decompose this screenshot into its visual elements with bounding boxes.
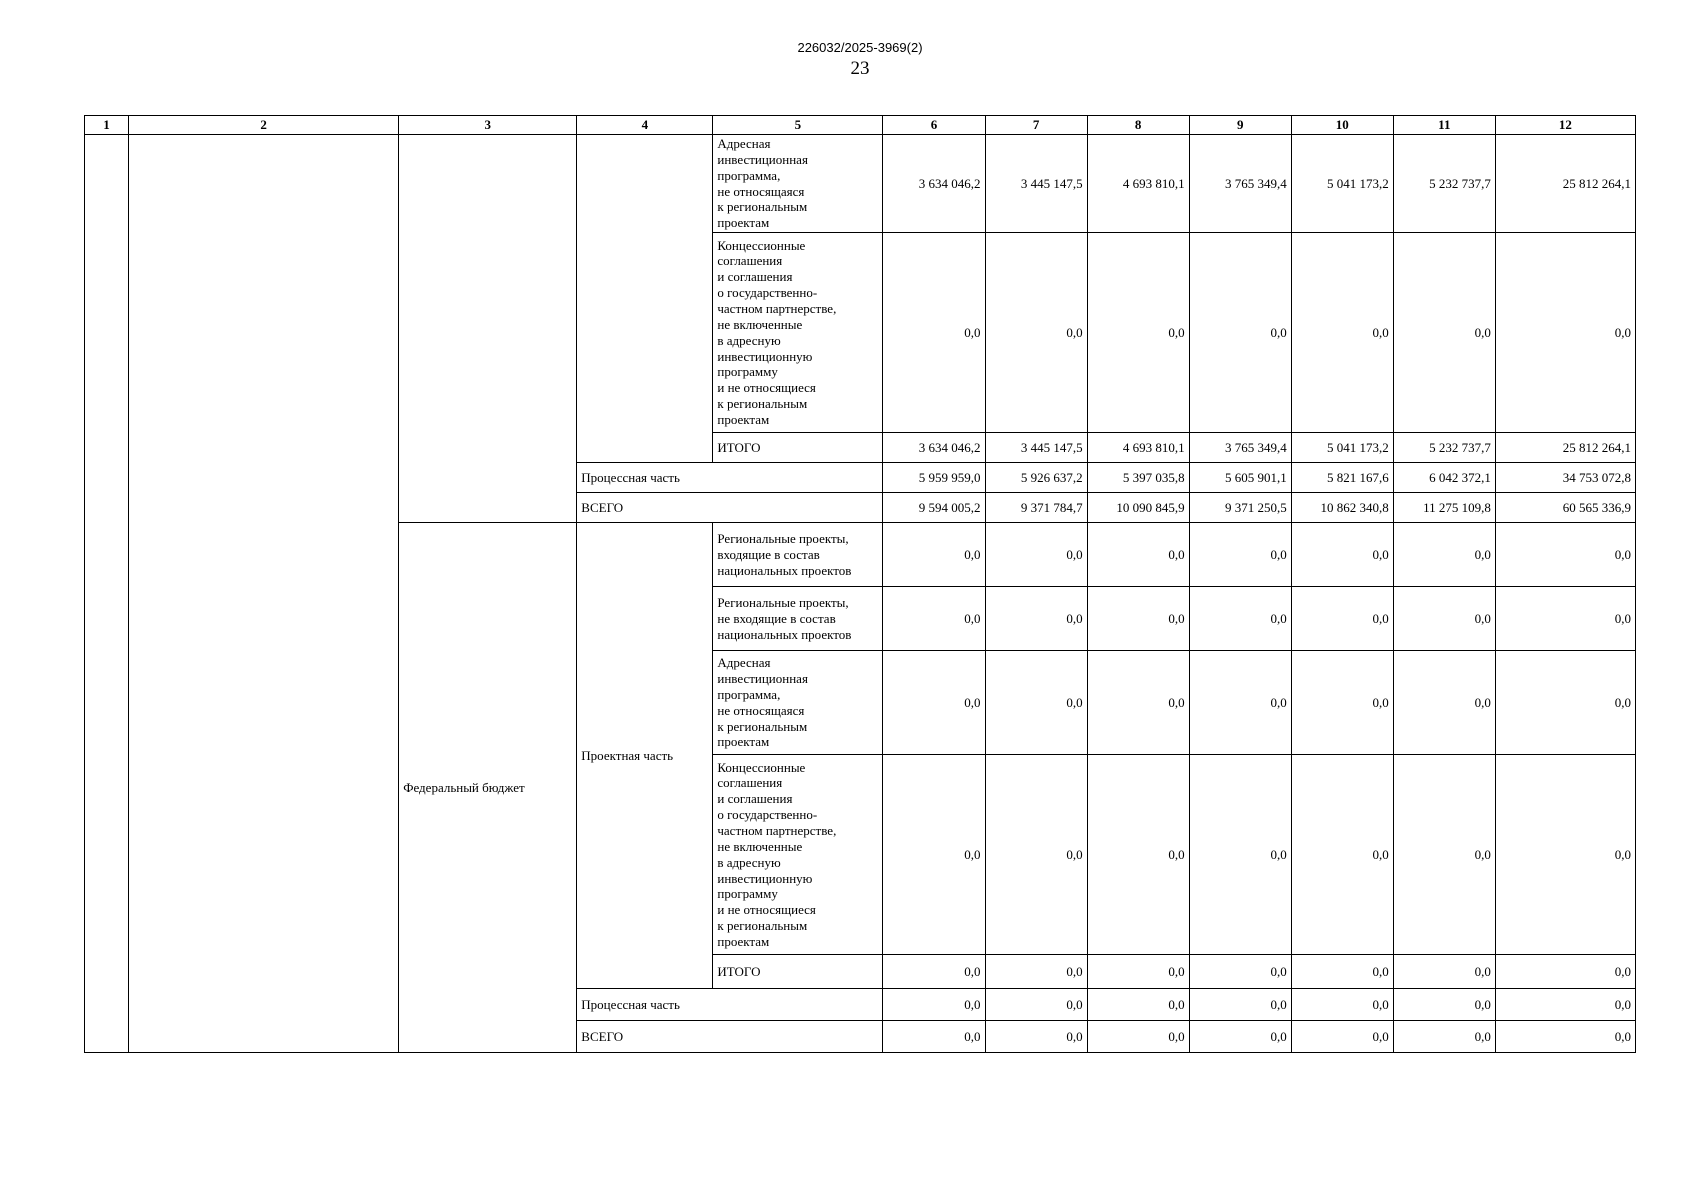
value-cell: 0,0: [985, 587, 1087, 651]
row-label: Адресная инвестиционная программа, не относящаяся к региональным проектам: [713, 135, 883, 233]
value-cell: 0,0: [1087, 1021, 1189, 1053]
column-number-row: [85, 116, 1636, 135]
value-cell: 0,0: [1291, 1021, 1393, 1053]
column-3-cell: [399, 135, 577, 523]
value-cell: 0,0: [1495, 233, 1635, 433]
value-cell: 0,0: [1189, 233, 1291, 433]
value-cell: 34 753 072,8: [1495, 463, 1635, 493]
page-number: 23: [850, 58, 870, 79]
value-cell: 0,0: [1087, 651, 1189, 755]
value-cell: 10 090 845,9: [1087, 493, 1189, 523]
value-cell: 0,0: [883, 755, 985, 955]
column-4-cell: [577, 135, 713, 463]
value-cell: 0,0: [1291, 955, 1393, 989]
value-cell: 0,0: [985, 955, 1087, 989]
value-cell: 0,0: [985, 233, 1087, 433]
value-cell: 0,0: [883, 651, 985, 755]
value-cell: 0,0: [1393, 233, 1495, 433]
row-label: Адресная инвестиционная программа, не относящаяся к региональным проектам: [713, 651, 883, 755]
value-cell: 0,0: [1189, 523, 1291, 587]
value-cell: 0,0: [985, 523, 1087, 587]
value-cell: 6 042 372,1: [1393, 463, 1495, 493]
value-cell: 5 232 737,7: [1393, 433, 1495, 463]
value-cell: 0,0: [1393, 955, 1495, 989]
value-cell: 0,0: [883, 587, 985, 651]
value-cell: 0,0: [1291, 523, 1393, 587]
value-cell: 0,0: [1087, 989, 1189, 1021]
value-cell: 0,0: [883, 523, 985, 587]
value-cell: 0,0: [1189, 587, 1291, 651]
value-cell: 0,0: [883, 955, 985, 989]
value-cell: 0,0: [985, 651, 1087, 755]
value-cell: 25 812 264,1: [1495, 433, 1635, 463]
column-number-cell: 6: [883, 116, 985, 135]
value-cell: 5 232 737,7: [1393, 135, 1495, 233]
value-cell: 4 693 810,1: [1087, 135, 1189, 233]
value-cell: 0,0: [1087, 755, 1189, 955]
project-part-label: Проектная часть: [577, 523, 713, 989]
value-cell: 5 041 173,2: [1291, 135, 1393, 233]
column-number-cell: 8: [1087, 116, 1189, 135]
value-cell: 5 605 901,1: [1189, 463, 1291, 493]
column-number-cell: 7: [985, 116, 1087, 135]
value-cell: 0,0: [1291, 233, 1393, 433]
column-number-cell: 5: [713, 116, 883, 135]
value-cell: 9 594 005,2: [883, 493, 985, 523]
value-cell: 9 371 784,7: [985, 493, 1087, 523]
value-cell: 3 445 147,5: [985, 135, 1087, 233]
value-cell: 0,0: [1189, 989, 1291, 1021]
column-1-cell: [85, 135, 129, 1053]
total-label: ВСЕГО: [577, 1021, 883, 1053]
value-cell: 0,0: [1393, 523, 1495, 587]
value-cell: 0,0: [1087, 233, 1189, 433]
column-number-cell: 10: [1291, 116, 1393, 135]
column-number-cell: 11: [1393, 116, 1495, 135]
value-cell: 0,0: [1495, 955, 1635, 989]
value-cell: 0,0: [1291, 587, 1393, 651]
value-cell: 3 634 046,2: [883, 135, 985, 233]
value-cell: 0,0: [883, 989, 985, 1021]
column-number-cell: 1: [85, 116, 129, 135]
value-cell: 3 765 349,4: [1189, 135, 1291, 233]
value-cell: 0,0: [1393, 1021, 1495, 1053]
value-cell: 0,0: [1087, 523, 1189, 587]
column-number-cell: 2: [129, 116, 399, 135]
value-cell: 0,0: [1495, 755, 1635, 955]
value-cell: 5 821 167,6: [1291, 463, 1393, 493]
value-cell: 0,0: [985, 755, 1087, 955]
value-cell: 0,0: [1189, 1021, 1291, 1053]
value-cell: 0,0: [1189, 755, 1291, 955]
value-cell: 0,0: [1291, 755, 1393, 955]
value-cell: 0,0: [883, 233, 985, 433]
value-cell: 9 371 250,5: [1189, 493, 1291, 523]
value-cell: 5 926 637,2: [985, 463, 1087, 493]
value-cell: 5 041 173,2: [1291, 433, 1393, 463]
value-cell: 0,0: [1189, 651, 1291, 755]
value-cell: 60 565 336,9: [1495, 493, 1635, 523]
value-cell: 25 812 264,1: [1495, 135, 1635, 233]
value-cell: 10 862 340,8: [1291, 493, 1393, 523]
value-cell: 0,0: [1495, 1021, 1635, 1053]
column-number-cell: 4: [577, 116, 713, 135]
value-cell: 0,0: [1495, 587, 1635, 651]
column-2-cell: [129, 135, 399, 1053]
value-cell: 5 397 035,8: [1087, 463, 1189, 493]
value-cell: 4 693 810,1: [1087, 433, 1189, 463]
value-cell: 0,0: [1393, 651, 1495, 755]
document-reference-number: 226032/2025-3969(2): [797, 40, 923, 55]
value-cell: 5 959 959,0: [883, 463, 985, 493]
process-part-label: Процессная часть: [577, 463, 883, 493]
column-number-cell: 12: [1495, 116, 1635, 135]
row-label: ИТОГО: [713, 955, 883, 989]
value-cell: 0,0: [985, 1021, 1087, 1053]
row-label: Концессионные соглашения и соглашения о государственно- частном партнерстве, не включенные в адресную инвестиционную программу и не относящиеся к региональным проектам: [713, 755, 883, 955]
value-cell: 0,0: [1291, 651, 1393, 755]
row-label: Региональные проекты, не входящие в состав национальных проектов: [713, 587, 883, 651]
column-number-cell: 9: [1189, 116, 1291, 135]
budget-table: [84, 115, 1636, 1053]
value-cell: 0,0: [1495, 989, 1635, 1021]
value-cell: 3 765 349,4: [1189, 433, 1291, 463]
process-part-label: Процессная часть: [577, 989, 883, 1021]
value-cell: 0,0: [1393, 587, 1495, 651]
total-label: ВСЕГО: [577, 493, 883, 523]
table-row: [85, 135, 1636, 233]
value-cell: 0,0: [1291, 989, 1393, 1021]
value-cell: 0,0: [883, 1021, 985, 1053]
value-cell: 0,0: [1087, 955, 1189, 989]
value-cell: 3 445 147,5: [985, 433, 1087, 463]
row-label: Региональные проекты, входящие в состав национальных проектов: [713, 523, 883, 587]
value-cell: 0,0: [1393, 989, 1495, 1021]
value-cell: 0,0: [1495, 651, 1635, 755]
value-cell: 0,0: [1087, 587, 1189, 651]
column-number-cell: 3: [399, 116, 577, 135]
value-cell: 0,0: [985, 989, 1087, 1021]
row-label: Концессионные соглашения и соглашения о государственно- частном партнерстве, не включенные в адресную инвестиционную программу и не относящиеся к региональным проектам: [713, 233, 883, 433]
value-cell: 3 634 046,2: [883, 433, 985, 463]
value-cell: 0,0: [1189, 955, 1291, 989]
funding-source-label: Федеральный бюджет: [399, 523, 577, 1053]
value-cell: 0,0: [1393, 755, 1495, 955]
value-cell: 0,0: [1495, 523, 1635, 587]
value-cell: 11 275 109,8: [1393, 493, 1495, 523]
row-label: ИТОГО: [713, 433, 883, 463]
